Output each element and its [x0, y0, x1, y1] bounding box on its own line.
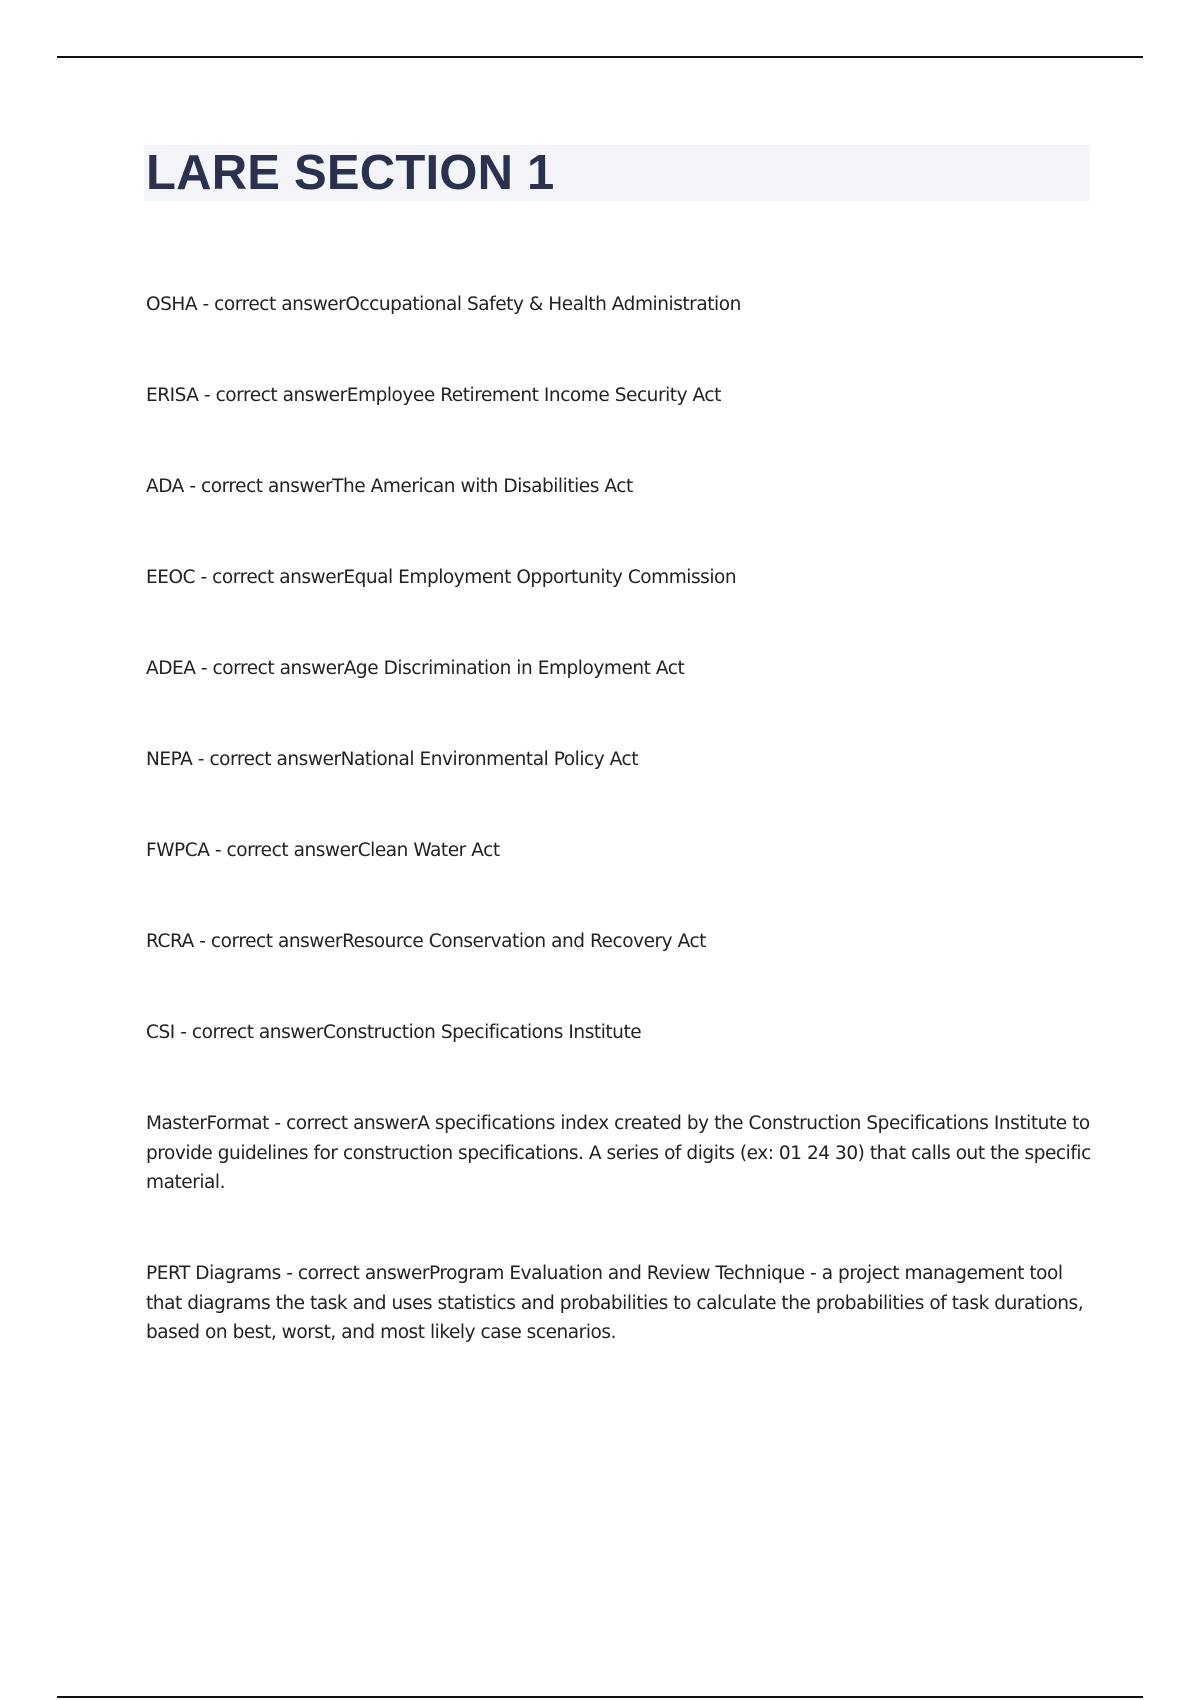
entry-definition: Clean Water Act	[357, 840, 500, 861]
entry-separator: - correct answer	[195, 658, 344, 679]
entry-separator: - correct answer	[193, 931, 343, 952]
entry-definition: Age Discrimination in Employment Act	[343, 658, 685, 679]
entry-csi	[146, 1018, 1096, 1048]
entry-definition: Construction Specifications Institute	[323, 1022, 642, 1043]
entry-definition: Employee Retirement Income Security Act	[346, 385, 721, 406]
entry-definition: Resource Conservation and Recovery Act	[342, 931, 706, 952]
entry-eeoc	[146, 563, 1096, 593]
entry-definition: A specifications index created by the Construction Specifications Institute to provide guidelines for construction specifications. A series of digits (ex: 01 24 30) that calls out the specific material.	[146, 1113, 1091, 1193]
entry-ada	[146, 472, 1096, 502]
entry-definition: The American with Disabilities Act	[332, 476, 633, 497]
entry-term: ADA	[146, 476, 184, 497]
entry-term: CSI	[146, 1022, 175, 1043]
entry-term: RCRA	[146, 931, 194, 952]
entry-definition: Occupational Safety & Health Administration	[345, 294, 741, 315]
entry-definition: Program Evaluation and Review Technique - a project management tool that diagrams the task and uses statistics and probabilities to calculate the probabilities of task durations, based on best, worst, and most likely case scenarios.	[146, 1263, 1084, 1343]
entry-separator: - correct answer	[209, 840, 358, 861]
entry-term: NEPA	[146, 749, 193, 770]
bottom-rule	[57, 1696, 1143, 1698]
entry-separator: - correct answer	[197, 294, 346, 315]
entry-separator: - correct answer	[198, 385, 347, 406]
entry-masterformat	[146, 1109, 1096, 1198]
entry-erisa	[146, 381, 1096, 411]
entry-definition: Equal Employment Opportunity Commission	[343, 567, 737, 588]
entry-separator: - correct answer	[174, 1022, 324, 1043]
entry-term: EEOC	[146, 567, 196, 588]
entry-separator: - correct answer	[268, 1113, 418, 1134]
entry-definition: National Environmental Policy Act	[340, 749, 639, 770]
entry-nepa	[146, 745, 1096, 775]
entry-adea	[146, 654, 1096, 684]
entry-term: ERISA	[146, 385, 199, 406]
document-title: LARE SECTION 1	[146, 146, 555, 200]
entry-osha	[146, 290, 1096, 320]
entry-separator: - correct answer	[195, 567, 344, 588]
entry-term: PERT Diagrams	[146, 1263, 281, 1284]
entry-fwpca	[146, 836, 1096, 866]
entry-term: MasterFormat	[146, 1113, 269, 1134]
entry-term: OSHA	[146, 294, 198, 315]
entry-separator: - correct answer	[183, 476, 333, 497]
top-rule	[57, 56, 1143, 58]
entry-separator: - correct answer	[192, 749, 341, 770]
entry-rcra	[146, 927, 1096, 957]
entry-term: FWPCA	[146, 840, 210, 861]
entry-term: ADEA	[146, 658, 196, 679]
entry-separator: - correct answer	[280, 1263, 430, 1284]
entry-pert-diagrams	[146, 1259, 1096, 1348]
